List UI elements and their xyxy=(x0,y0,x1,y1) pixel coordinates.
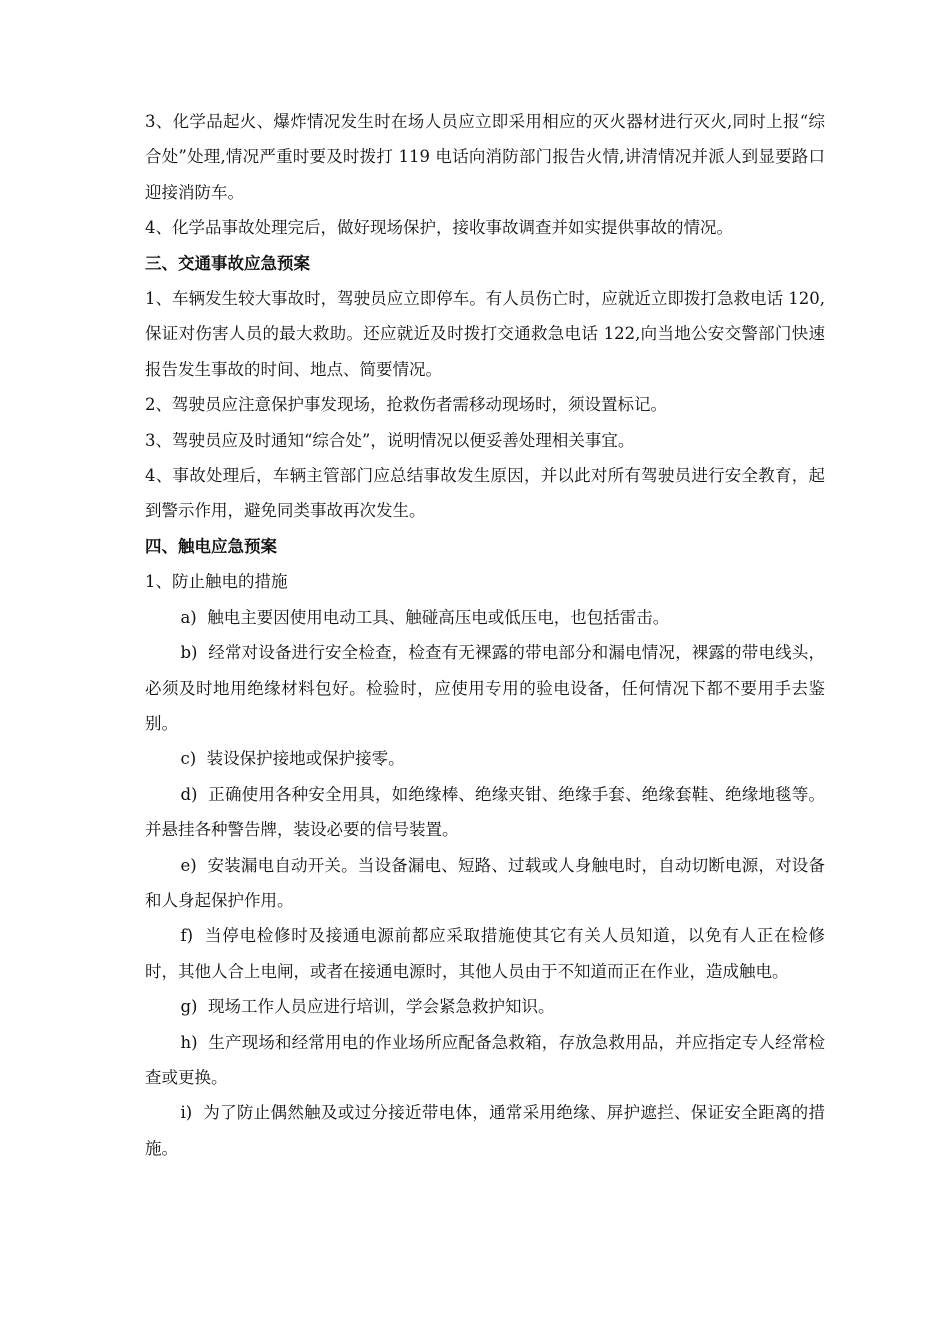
section-heading-traffic: 三、交通事故应急预案 xyxy=(145,253,310,273)
list-item-b: b) 经常对设备进行安全检查，检查有无裸露的带电部分和漏电情况，裸露的带电线头，必须及时地用绝缘材料包好。检验时，应使用专用的验电设备，任何情况下都不要用手去鉴别。 xyxy=(145,643,825,733)
list-item-f: f) 当停电检修时及接通电源前都应采取措施使其它有关人员知道，以免有人正在检修时，其他人合上电闸，或者在接通电源时，其他人员由于不知道而正在作业，造成触电。 xyxy=(145,926,825,981)
list-item-c: c) 装设保护接地或保护接零。 xyxy=(180,749,405,769)
paragraph-traffic-4: 4、事故处理后，车辆主管部门应总结事故发生原因，并以此对所有驾驶员进行安全教育，起到警示作用，避免同类事故再次发生。 xyxy=(145,466,825,521)
list-item-d: d) 正确使用各种安全用具，如绝缘棒、绝缘夹钳、绝缘手套、绝缘套鞋、绝缘地毯等。并悬挂各种警告牌，装设必要的信号装置。 xyxy=(145,784,825,840)
paragraph-traffic-2: 2、驾驶员应注意保护事发现场，抢救伤者需移动现场时，须设置标记。 xyxy=(145,395,667,415)
document-page xyxy=(145,104,825,1166)
list-item-e: e) 安装漏电自动开关。当设备漏电、短路、过载或人身触电时，自动切断电源，对设备和人身起保护作用。 xyxy=(145,855,825,910)
paragraph-traffic-3: 3、驾驶员应及时通知“综合处”，说明情况以便妥善处理相关事宜。 xyxy=(145,430,635,450)
paragraph-chemical-fire: 3、化学品起火、爆炸情况发生时在场人员应立即采用相应的灭火器材进行灭火,同时上报“综合处”处理,情况严重时要及时拨打 119 电话向消防部门报告火情,讲清情况并派人到显要路口迎接消防车。 xyxy=(145,112,825,202)
list-item-h: h) 生产现场和经常用电的作业场所应配备急救箱，存放急救用品，并应指定专人经常检查或更换。 xyxy=(145,1032,825,1087)
list-item-i: i) 为了防止偶然触及或过分接近带电体，通常采用绝缘、屏护遮拦、保证安全距离的措施。 xyxy=(145,1103,825,1158)
paragraph-chemical-after: 4、化学品事故处理完后，做好现场保护，接收事故调查并如实提供事故的情况。 xyxy=(145,218,733,238)
list-item-g: g) 现场工作人员应进行培训，学会紧急救护知识。 xyxy=(180,997,555,1017)
list-item-a: a) 触电主要因使用电动工具、触碰高压电或低压电，也包括雷击。 xyxy=(180,607,670,627)
paragraph-traffic-1: 1、车辆发生较大事故时，驾驶员应立即停车。有人员伤亡时，应就近立即拨打急救电话 120,保证对伤害人员的最大救助。还应就近及时拨打交通救急电话 122,向当地公安交警部门快速报告发生事故的时间、地点、简要情况。 xyxy=(145,289,825,379)
section-heading-electric: 四、触电应急预案 xyxy=(145,536,277,556)
subheading-prevention: 1、防止触电的措施 xyxy=(145,572,288,592)
